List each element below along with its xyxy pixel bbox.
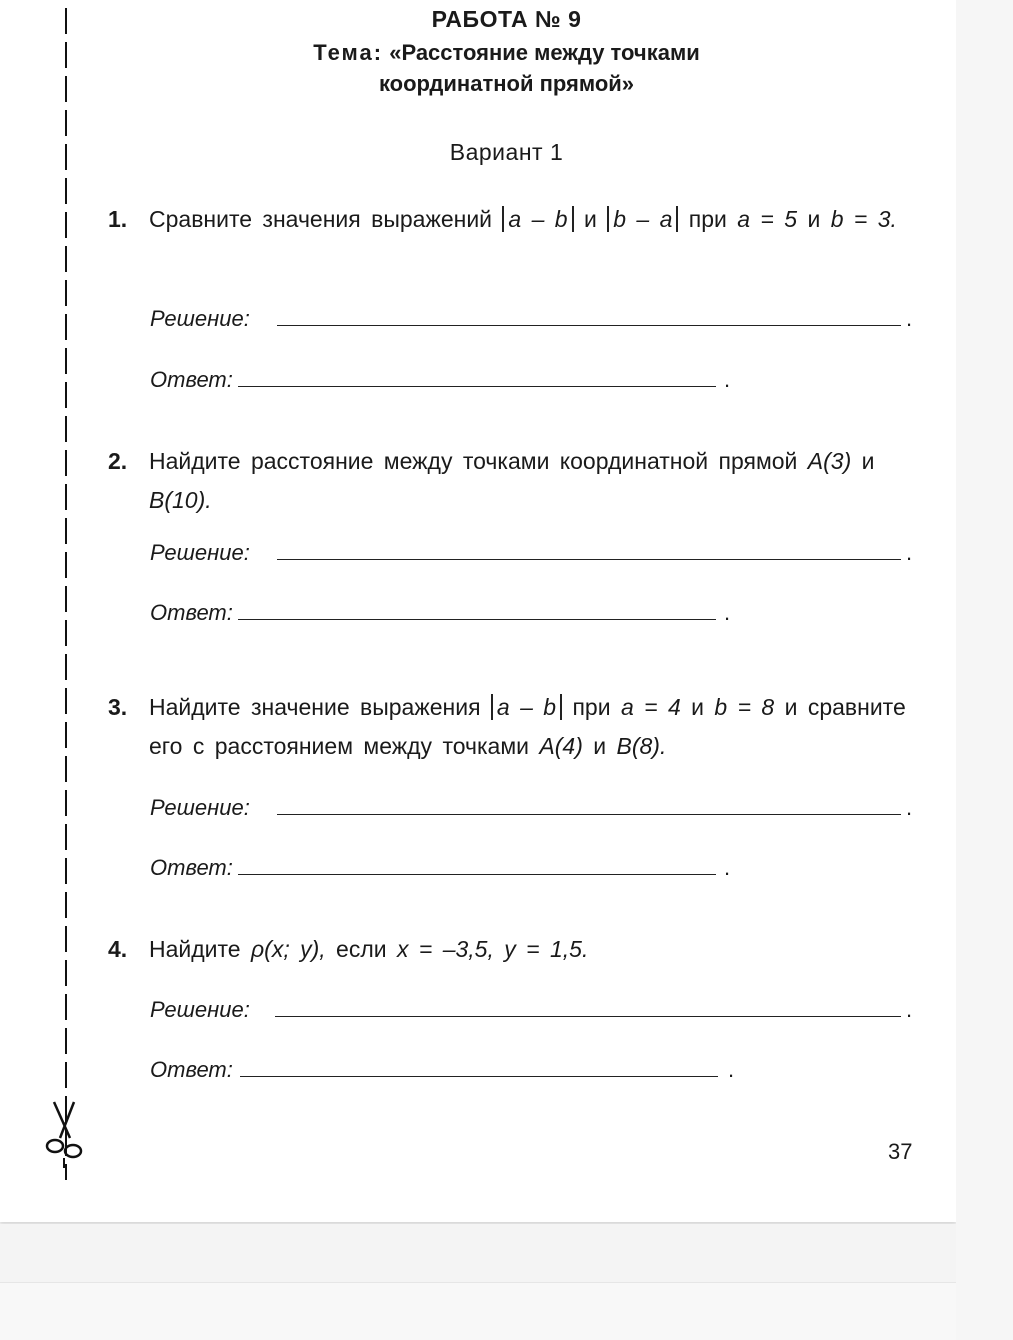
expression: a – b (496, 694, 557, 720)
expression: b – a (613, 206, 673, 232)
end-dot: . (724, 367, 731, 392)
abs-expression (491, 694, 562, 720)
task-text (149, 688, 918, 766)
condition: a = 5 (737, 206, 798, 232)
answer-label: Ответ: (150, 1057, 233, 1082)
task-3 (108, 688, 918, 766)
abs-expression (607, 206, 678, 232)
task-text-part: и (807, 206, 821, 232)
task-number: 3. (108, 694, 128, 720)
task-text-part: Найдите значение выражения (149, 694, 481, 720)
end-dot: . (906, 540, 913, 565)
topic-title-line-2: координатной прямой» (378, 71, 635, 96)
task-text-part: Сравните значения выражений (149, 206, 493, 232)
condition: a = 4 (620, 694, 681, 720)
task-number: 2. (108, 448, 128, 474)
condition: x = –3,5, (397, 936, 494, 962)
point: B(10). (149, 487, 212, 513)
end-dot: . (724, 600, 731, 625)
condition: b = 3. (830, 206, 897, 232)
solution-label: Решение: (150, 540, 250, 565)
task-text-part: и (691, 694, 704, 720)
solution-line[interactable] (277, 795, 901, 815)
solution-line[interactable] (277, 306, 901, 326)
end-dot: . (728, 1057, 735, 1082)
scissors-icon (40, 1098, 88, 1168)
viewer-background (0, 1224, 956, 1282)
task-text (149, 930, 918, 969)
task-2 (108, 442, 918, 520)
answer-line[interactable] (238, 600, 716, 620)
condition: b = 8 (714, 694, 775, 720)
task-text-part: и (861, 448, 875, 474)
task-text-part: при (572, 694, 611, 720)
task-text-part: и (583, 206, 597, 232)
solution-label: Решение: (150, 997, 250, 1022)
point: A(4) (539, 733, 583, 759)
task-text (149, 442, 918, 520)
abs-expression (502, 206, 573, 232)
task-text-part: и (593, 733, 607, 759)
expression: a – b (508, 206, 568, 232)
task-text-part: если (336, 936, 387, 962)
task-text-part: и сравните его с расстоянием между точками (149, 694, 906, 759)
end-dot: . (724, 855, 731, 880)
answer-label: Ответ: (150, 855, 233, 880)
cut-line (64, 0, 68, 1180)
task-text (149, 200, 918, 239)
topic-line-1: «Расстояние между точками (389, 40, 700, 65)
answer-label: Ответ: (150, 367, 233, 392)
answer-line[interactable] (238, 367, 716, 387)
expression: ρ(x; y), (250, 936, 326, 962)
page-number: 37 (888, 1139, 913, 1164)
solution-label: Решение: (150, 795, 250, 820)
variant-title: Вариант 1 (449, 139, 564, 165)
task-number: 1. (108, 206, 128, 232)
right-margin (956, 0, 1013, 1340)
topic-label: Тема: (313, 40, 384, 65)
topic-title (0, 40, 1013, 66)
solution-line[interactable] (277, 540, 901, 560)
end-dot: . (906, 306, 913, 331)
answer-line[interactable] (240, 1057, 718, 1077)
work-title: РАБОТА № 9 (431, 6, 582, 32)
task-4 (108, 930, 918, 969)
point: A(3) (807, 448, 852, 474)
point: B(8). (616, 733, 667, 759)
solution-line[interactable] (275, 997, 901, 1017)
task-text-part: при (688, 206, 727, 232)
condition: y = 1,5. (504, 936, 589, 962)
end-dot: . (906, 795, 913, 820)
end-dot: . (906, 997, 913, 1022)
answer-label: Ответ: (150, 600, 233, 625)
task-number: 4. (108, 936, 128, 962)
solution-label: Решение: (150, 306, 250, 331)
task-1 (108, 200, 918, 239)
task-text-part: Найдите расстояние между точками координатной прямой (149, 448, 798, 474)
viewer-background-lower (0, 1283, 956, 1340)
task-text-part: Найдите (149, 936, 241, 962)
answer-line[interactable] (238, 855, 716, 875)
